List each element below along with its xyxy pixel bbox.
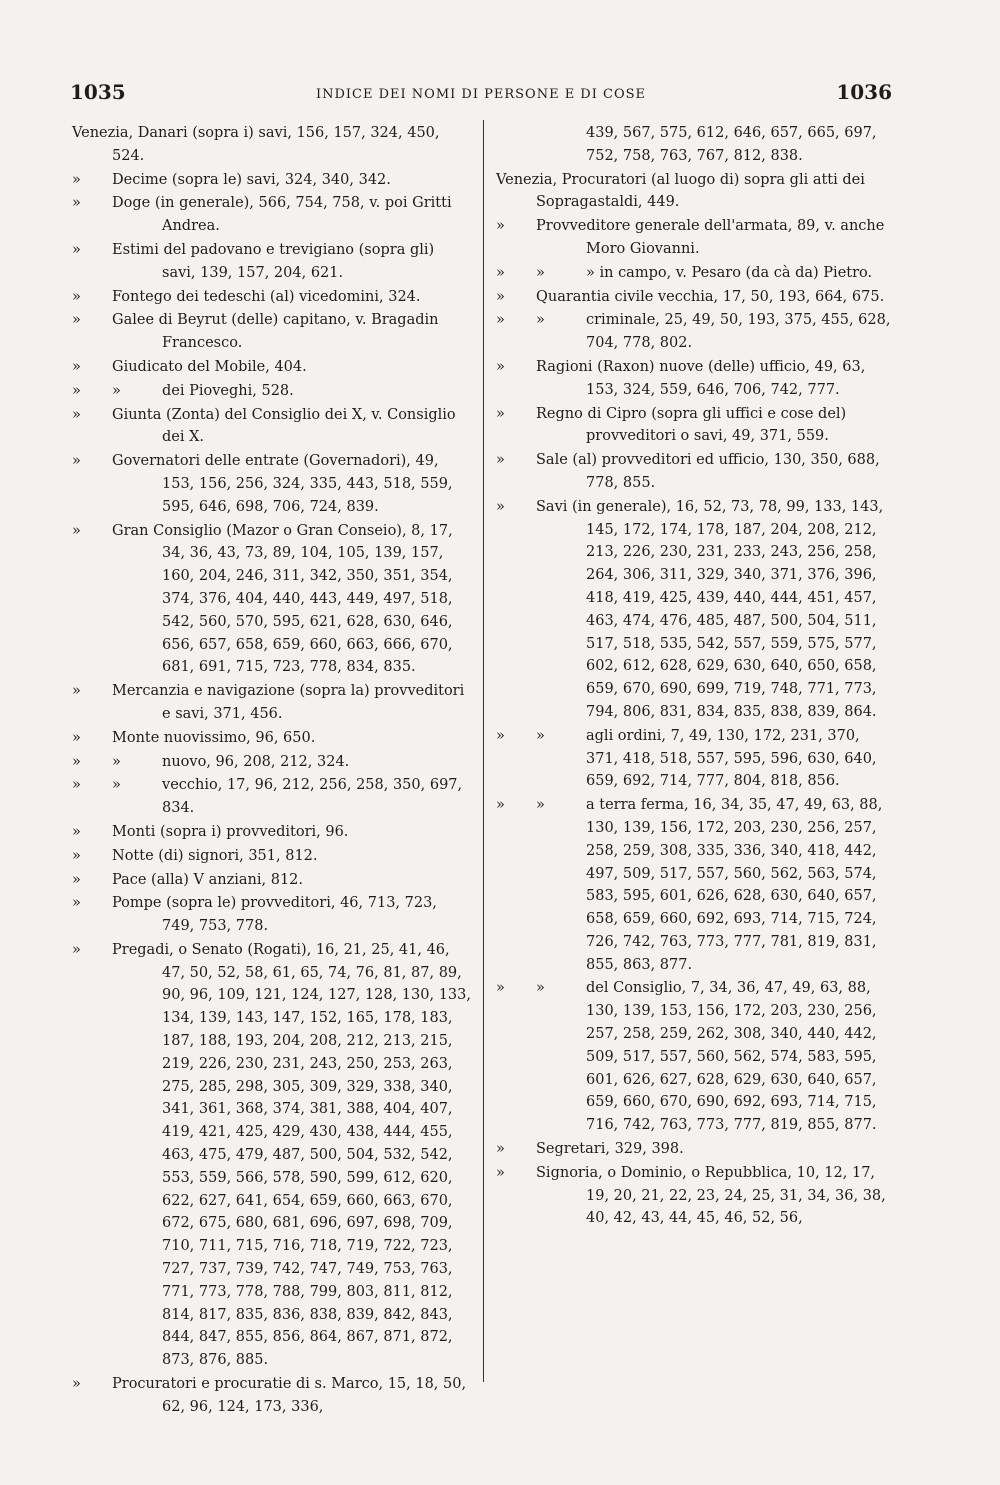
column-divider <box>483 120 484 1382</box>
entry-text: Venezia, Procuratori (al luogo di) sopra gli atti dei Sopragastaldi, 449. <box>496 171 865 211</box>
entry-text: Galee di Beyrut (delle) capitano, v. Bragadin Francesco. <box>112 312 439 352</box>
entry-text: Doge (in generale), 566, 754, 758, v. poi Gritti Andrea. <box>112 195 452 235</box>
ditto-mark: » <box>112 753 121 770</box>
entry-text: Fontego dei tedeschi (al) vicedomini, 324. <box>112 288 421 305</box>
ditto-mark: » <box>536 980 545 997</box>
entry-text: » in campo, v. Pesaro (da cà da) Pietro. <box>586 264 873 281</box>
index-entry <box>72 680 472 726</box>
index-entry <box>72 169 472 192</box>
index-entry <box>496 449 894 495</box>
index-entry <box>72 404 472 450</box>
ditto-mark: » <box>72 406 81 423</box>
page-number-right: 1036 <box>836 80 892 104</box>
index-entry <box>72 450 472 518</box>
entry-text: Provveditore generale dell'armata, 89, v. anche Moro Giovanni. <box>536 218 885 257</box>
ditto-mark: » <box>496 980 505 997</box>
index-entry <box>72 286 472 309</box>
entry-text: Quarantia civile vecchia, 17, 50, 193, 664, 675. <box>536 288 885 305</box>
index-entry <box>72 122 472 168</box>
ditto-mark: » <box>536 727 545 744</box>
entry-text: Ragioni (Raxon) nuove (delle) ufficio, 49, 63, 153, 324, 559, 646, 706, 742, 777. <box>536 358 866 398</box>
entry-text: Notte (di) signori, 351, 812. <box>112 847 318 864</box>
ditto-mark: » <box>496 405 505 422</box>
ditto-mark: » <box>112 777 121 794</box>
entry-text: Gran Consiglio (Mazor o Gran Conseio), 8, 17, 34, 36, 43, 73, 89, 104, 105, 139, 157, 160, 204, 246, 311, 342, 350, 351, 354, 374, 376, 404, 440, 443, 449, 497, 518, 542, 560, 570, 595, 621, 628, 630, 646, 656, 657, 658, 659, 660, 663, 666, 670, 681, 691, 715, 723, 778, 834, 835. <box>112 522 453 676</box>
page-number-left: 1035 <box>70 80 126 104</box>
index-entry <box>496 1138 894 1161</box>
index-entry <box>496 403 894 449</box>
ditto-mark: » <box>536 312 545 329</box>
ditto-mark: » <box>536 264 545 281</box>
index-entry <box>496 1162 894 1230</box>
page-header <box>70 80 892 104</box>
index-entry <box>72 869 472 892</box>
index-entry <box>496 309 894 355</box>
entry-text: Pace (alla) V anziani, 812. <box>112 871 304 888</box>
ditto-mark: » <box>72 195 81 212</box>
right-column <box>496 122 894 1231</box>
ditto-mark: » <box>72 823 81 840</box>
ditto-mark: » <box>496 727 505 744</box>
ditto-mark: » <box>72 288 81 305</box>
entry-text: del Consiglio, 7, 34, 36, 47, 49, 63, 88, 130, 139, 153, 156, 172, 203, 230, 256, 257, 258, 259, 262, 308, 340, 440, 442, 509, 517, 557, 560, 562, 574, 583, 595, 601, 626, 627, 628, 629, 630, 640, 657, 659, 660, 670, 690, 692, 693, 714, 715, 716, 742, 763, 773, 777, 819, 855, 877. <box>586 980 877 1134</box>
ditto-mark: » <box>72 895 81 912</box>
ditto-mark: » <box>72 358 81 375</box>
index-entry <box>496 977 894 1137</box>
index-entry <box>72 727 472 750</box>
entry-text: dei Pioveghi, 528. <box>162 382 294 399</box>
ditto-mark: » <box>496 218 505 235</box>
index-entry <box>72 309 472 355</box>
entry-text: Savi (in generale), 16, 52, 73, 78, 99, 133, 143, 145, 172, 174, 178, 187, 204, 208, 212, 213, 226, 230, 231, 233, 243, 256, 258, 264, 306, 311, 329, 340, 371, 376, 396, 418, 419, 425, 439, 440, 444, 451, 457, 463, 474, 476, 485, 487, 500, 504, 511, 517, 518, 535, 542, 557, 559, 575, 577, 602, 612, 628, 629, 630, 640, 650, 658, 659, 670, 690, 699, 719, 748, 771, 773, 794, 806, 831, 834, 835, 838, 839, 864. <box>536 498 884 720</box>
ditto-mark: » <box>496 498 505 515</box>
ditto-mark: » <box>496 797 505 814</box>
ditto-mark: » <box>496 358 505 375</box>
entry-text: vecchio, 17, 96, 212, 256, 258, 350, 697, 834. <box>162 777 463 817</box>
ditto-mark: » <box>72 941 81 958</box>
entry-text: Decime (sopra le) savi, 324, 340, 342. <box>112 171 391 188</box>
entry-text: Mercanzia e navigazione (sopra la) provveditori e savi, 371, 456. <box>112 683 465 722</box>
entry-text: a terra ferma, 16, 34, 35, 47, 49, 63, 88, 130, 139, 156, 172, 203, 230, 256, 257, 258, 259, 308, 335, 336, 340, 418, 442, 497, 509, 517, 557, 560, 562, 563, 574, 583, 595, 601, 626, 628, 630, 640, 657, 658, 659, 660, 692, 693, 714, 715, 724, 726, 742, 763, 773, 777, 781, 819, 831, 855, 863, 877. <box>586 797 883 973</box>
ditto-mark: » <box>72 729 81 746</box>
entry-text: Sale (al) provveditori ed ufficio, 130, 350, 688, 778, 855. <box>536 452 880 491</box>
index-entry <box>72 380 472 403</box>
entry-text: agli ordini, 7, 49, 130, 172, 231, 370, 371, 418, 518, 557, 595, 596, 630, 640, 659, 692, 714, 777, 804, 818, 856. <box>586 727 877 790</box>
ditto-mark: » <box>72 171 81 188</box>
left-column <box>72 122 472 1420</box>
ditto-mark: » <box>72 871 81 888</box>
index-entry <box>496 262 894 285</box>
ditto-mark: » <box>72 382 81 399</box>
entry-text: Monti (sopra i) provveditori, 96. <box>112 823 349 840</box>
entry-text: Procuratori e procuratie di s. Marco, 15, 18, 50, 62, 96, 124, 173, 336, <box>112 1376 467 1415</box>
index-entry <box>496 356 894 402</box>
index-entry <box>72 845 472 868</box>
ditto-mark: » <box>536 797 545 814</box>
entry-text: Governatori delle entrate (Governadori), 49, 153, 156, 256, 324, 335, 443, 518, 559, 595, 646, 698, 706, 724, 839. <box>112 453 453 515</box>
ditto-mark: » <box>72 241 81 258</box>
entry-text: Pregadi, o Senato (Rogati), 16, 21, 25, 41, 46, 47, 50, 52, 58, 61, 65, 74, 76, 81, 87, 89, 90, 96, 109, 121, 124, 127, 128, 130, 133, 134, 139, 143, 147, 152, 165, 178, 183, 187, 188, 193, 204, 208, 212, 213, 215, 219, 226, 230, 231, 243, 250, 253, 263, 275, 285, 298, 305, 309, 329, 338, 340, 341, 361, 368, 374, 381, 388, 404, 407, 419, 421, 425, 429, 430, 438, 444, 455, 463, 475, 479, 487, 500, 504, 532, 542, 553, 559, 566, 578, 590, 599, 612, 620, 622, 627, 641, 654, 659, 660, 663, 670, 672, 675, 680, 681, 696, 697, 698, 709, 710, 711, 715, 716, 718, 719, 722, 723, 727, 737, 739, 742, 747, 749, 753, 763, 771, 773, 778, 788, 799, 803, 811, 812, 814, 817, 835, 836, 838, 839, 842, 843, 844, 847, 855, 856, 864, 867, 871, 872, 873, 876, 885. <box>112 941 471 1369</box>
index-entry <box>496 496 894 724</box>
ditto-mark: » <box>496 1164 505 1181</box>
index-entry <box>72 939 472 1372</box>
index-entry <box>72 356 472 379</box>
entry-text: nuovo, 96, 208, 212, 324. <box>162 753 350 770</box>
index-entry <box>496 122 894 168</box>
entry-text: Regno di Cipro (sopra gli uffici e cose del) provveditori o savi, 49, 371, 559. <box>536 405 847 445</box>
entry-text: Signoria, o Dominio, o Repubblica, 10, 12, 17, 19, 20, 21, 22, 23, 24, 25, 31, 34, 36, 38, 40, 42, 43, 44, 45, 46, 52, 56, <box>536 1164 886 1227</box>
index-entry <box>72 520 472 680</box>
index-entry <box>496 286 894 309</box>
entry-text: criminale, 25, 49, 50, 193, 375, 455, 628, 704, 778, 802. <box>586 312 891 352</box>
index-entry <box>496 725 894 793</box>
index-entry <box>72 1373 472 1419</box>
ditto-mark: » <box>72 1376 81 1393</box>
index-entry <box>496 794 894 976</box>
entry-text: Giunta (Zonta) del Consiglio dei X, v. Consiglio dei X. <box>112 406 456 446</box>
index-entry <box>72 192 472 238</box>
ditto-mark: » <box>496 1141 505 1158</box>
ditto-mark: » <box>72 753 81 770</box>
ditto-mark: » <box>496 452 505 469</box>
ditto-mark: » <box>496 288 505 305</box>
ditto-mark: » <box>72 312 81 329</box>
ditto-mark: » <box>72 522 81 539</box>
entry-text: Venezia, Danari (sopra i) savi, 156, 157, 324, 450, 524. <box>72 125 440 164</box>
ditto-mark: » <box>72 453 81 470</box>
entry-text: 439, 567, 575, 612, 646, 657, 665, 697, 752, 758, 763, 767, 812, 838. <box>586 125 877 164</box>
index-entry <box>72 751 472 774</box>
ditto-mark: » <box>496 264 505 281</box>
index-entry <box>496 169 894 215</box>
index-entry <box>496 215 894 261</box>
ditto-mark: » <box>496 312 505 329</box>
index-entry <box>72 821 472 844</box>
entry-text: Monte nuovissimo, 96, 650. <box>112 729 316 746</box>
ditto-mark: » <box>72 777 81 794</box>
ditto-mark: » <box>72 683 81 700</box>
entry-text: Estimi del padovano e trevigiano (sopra gli) savi, 139, 157, 204, 621. <box>112 241 435 281</box>
entry-text: Pompe (sopra le) provveditori, 46, 713, 723, 749, 753, 778. <box>112 895 437 935</box>
ditto-mark: » <box>112 382 121 399</box>
entry-text: Giudicato del Mobile, 404. <box>112 358 307 375</box>
running-title: INDICE DEI NOMI DI PERSONE E DI COSE <box>315 87 647 102</box>
index-entry <box>72 239 472 285</box>
index-entry <box>72 774 472 820</box>
index-entry <box>72 892 472 938</box>
ditto-mark: » <box>72 847 81 864</box>
entry-text: Segretari, 329, 398. <box>536 1141 684 1158</box>
